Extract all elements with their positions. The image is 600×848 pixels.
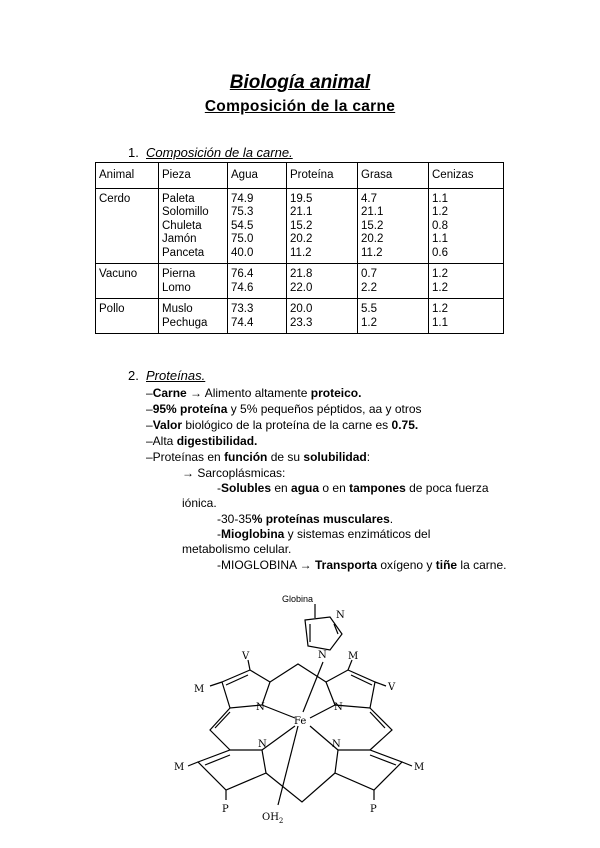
page-title: Biología animal <box>229 72 371 93</box>
atom-label-n: N <box>318 650 327 661</box>
cell-value: 22.0 <box>290 281 313 294</box>
section-label: Proteínas. <box>146 368 206 383</box>
methine-bridge-bottom <box>266 773 335 802</box>
cell-value: 1.1 <box>432 192 448 205</box>
water-label: $OH_2$ <box>262 812 284 825</box>
cell-agua <box>228 188 287 264</box>
cell-value: 19.5 <box>290 192 313 205</box>
double-bond <box>370 755 396 765</box>
atom-label-fe: Fe <box>294 716 307 727</box>
cell-animal: Cerdo <box>96 188 159 264</box>
col-header-grasa: Grasa <box>358 163 429 189</box>
cell-value: Jamón <box>162 233 197 245</box>
cell-value: 21.8 <box>290 268 313 280</box>
text-line-sarcoplasmicas: → Sarcoplásmicas: <box>182 466 286 480</box>
n-fe-bond <box>310 705 335 718</box>
cell-animal: Vacuno <box>96 264 159 299</box>
double-bond <box>215 712 230 728</box>
cell-proteina <box>287 299 358 334</box>
text-line-carne: –Carne → Alimento altamente proteico. <box>146 386 362 400</box>
cell-value: Paleta <box>162 192 195 205</box>
text-line-mioglobina: -Mioglobina y sistemas enzimáticos del <box>217 527 431 541</box>
cell-value: 21.1 <box>361 206 384 218</box>
cell-proteina <box>287 264 358 299</box>
cell-value: 74.4 <box>231 316 254 329</box>
col-header-proteina: Proteína <box>287 163 358 189</box>
cell-value: 23.3 <box>290 316 313 329</box>
cell-value: 0.7 <box>361 268 377 280</box>
pyrrole-ring-lower-left <box>198 750 266 790</box>
substituent-label-methyl: M <box>174 762 185 773</box>
text-line-valor-biologico: –Valor biológico de la proteína de la carne es 0.75. <box>146 418 419 432</box>
globina-label: Globina <box>282 594 314 604</box>
atom-label-n: N <box>336 610 345 621</box>
substituent-bond <box>402 762 412 766</box>
cell-value: Pierna <box>162 268 196 280</box>
cell-value: 75.0 <box>231 233 254 245</box>
cell-value: 1.2 <box>432 268 448 280</box>
composition-table <box>95 162 504 334</box>
double-bond <box>205 755 230 765</box>
cell-value: Chuleta <box>162 219 202 232</box>
cell-value: Pechuga <box>162 316 208 329</box>
double-bond <box>226 675 248 685</box>
col-header-agua: Agua <box>228 163 287 189</box>
cell-value: 74.9 <box>231 192 254 205</box>
cell-value: 15.2 <box>290 219 313 232</box>
cell-value: Solomillo <box>162 206 209 218</box>
substituent-label-vinyl: V <box>242 651 250 662</box>
cell-value: Panceta <box>162 246 205 259</box>
text-line-metabolismo: metabolismo celular. <box>182 542 292 556</box>
atom-label-n: N <box>332 739 341 750</box>
cell-proteina <box>287 188 358 264</box>
cell-grasa <box>358 188 429 264</box>
text-line-95-proteina: –95% proteína y 5% pequeños péptidos, aa y otros <box>146 402 422 416</box>
cell-value: 11.2 <box>290 246 312 259</box>
cell-value: 75.3 <box>231 206 254 218</box>
cell-value: 1.2 <box>432 303 448 315</box>
table-row-cerdo <box>96 188 504 264</box>
cell-value: 1.2 <box>432 206 448 218</box>
substituent-label-vinyl: V <box>388 682 396 693</box>
cell-piezas <box>159 299 228 334</box>
cell-value: 1.1 <box>432 316 448 329</box>
cell-value: 76.4 <box>231 268 254 280</box>
cell-value: 21.1 <box>290 206 313 218</box>
text-line-mioglobina-transporta: -MIOGLOBINA → Transporta oxígeno y tiñe la carne. <box>217 558 507 572</box>
text-line-ionica: iónica. <box>182 496 217 510</box>
cell-value: 4.7 <box>361 192 377 205</box>
cell-value: 1.2 <box>432 281 448 294</box>
cell-value: 15.2 <box>361 219 384 232</box>
cell-value: 20.0 <box>290 303 313 315</box>
cell-grasa <box>358 299 429 334</box>
cell-piezas <box>159 264 228 299</box>
col-header-animal: Animal <box>96 163 159 189</box>
heme-structure-diagram <box>170 590 430 830</box>
page-subtitle: Composición de la carne <box>204 98 396 115</box>
section-heading-composicion <box>128 145 293 160</box>
cell-value: Muslo <box>162 303 193 315</box>
cell-value: 1.1 <box>432 233 448 245</box>
n-fe-bond <box>262 705 295 718</box>
section-label: Composición de la carne. <box>146 145 293 160</box>
col-header-pieza: Pieza <box>159 163 228 189</box>
fe-water-bond <box>278 726 298 805</box>
cell-value: 2.2 <box>361 281 377 294</box>
cell-value: 74.6 <box>231 281 254 294</box>
methine-bridge-left <box>210 708 230 750</box>
cell-value: 73.3 <box>231 303 254 315</box>
section-number: 2. <box>128 368 139 383</box>
cell-cenizas <box>429 299 504 334</box>
substituent-label-propionate: P <box>222 804 229 815</box>
atom-label-n: N <box>256 702 265 713</box>
text-line-solubilidad: –Proteínas en función de su solubilidad: <box>146 450 371 464</box>
substituent-label-methyl: M <box>194 684 205 695</box>
cell-value: 20.2 <box>361 233 384 245</box>
substituent-bond <box>375 682 386 686</box>
table-header-row <box>96 163 504 189</box>
text-line-digestibilidad: –Alta digestibilidad. <box>146 434 258 448</box>
cell-value: 54.5 <box>231 219 254 232</box>
atom-label-n: N <box>334 702 343 713</box>
table-row-pollo <box>96 299 504 334</box>
substituent-bond <box>210 682 222 686</box>
methine-bridge-top <box>270 664 326 682</box>
methine-bridge-right <box>370 708 392 750</box>
cell-value: 20.2 <box>290 233 313 245</box>
cell-value: 11.2 <box>361 246 383 259</box>
cell-agua <box>228 299 287 334</box>
cell-value: 1.2 <box>361 316 377 329</box>
cell-cenizas <box>429 264 504 299</box>
col-header-cenizas: Cenizas <box>429 163 504 189</box>
cell-value: 0.8 <box>432 219 448 232</box>
cell-piezas <box>159 188 228 264</box>
cell-value: 40.0 <box>231 246 254 259</box>
cell-grasa <box>358 264 429 299</box>
cell-value: Lomo <box>162 281 191 294</box>
section-heading-proteinas <box>128 368 205 383</box>
atom-label-n: N <box>258 739 267 750</box>
substituent-bond <box>188 762 198 766</box>
pyrrole-ring-lower-right <box>335 750 402 790</box>
substituent-label-propionate: P <box>370 804 377 815</box>
substituent-label-methyl: M <box>348 651 359 662</box>
substituent-label-methyl: M <box>414 762 425 773</box>
cell-value: 0.6 <box>432 246 448 259</box>
text-line-solubles: -Solubles en agua o en tampones de poca fuerza <box>217 481 489 495</box>
cell-agua <box>228 264 287 299</box>
text-line-proteinas-musculares: -30-35% proteínas musculares. <box>217 512 394 526</box>
section-number: 1. <box>128 145 139 160</box>
table-row-vacuno <box>96 264 504 299</box>
cell-animal: Pollo <box>96 299 159 334</box>
cell-cenizas <box>429 188 504 264</box>
cell-value: 5.5 <box>361 303 377 315</box>
n-fe-bond <box>262 726 295 750</box>
